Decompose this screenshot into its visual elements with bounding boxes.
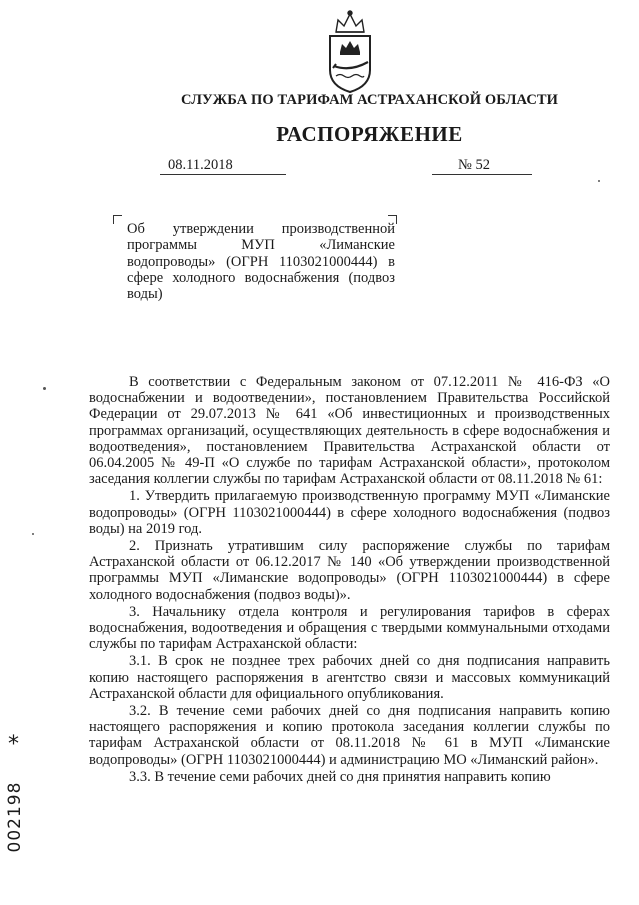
margin-registration-stamp <box>0 732 38 882</box>
document-subject: Об утверждении производственной программы МУП «Лиманские водопроводы» (ОГРН 1103021000444) в сфере холодного водоснабжения (подвоз воды) <box>127 221 395 303</box>
document-type-heading: РАСПОРЯЖЕНИЕ <box>276 122 463 146</box>
document-date: 08.11.2018 <box>168 157 233 173</box>
clause-3-3: 3.3. В течение семи рабочих дней со дня принятия направить копию <box>129 768 551 785</box>
coat-of-arms-emblem <box>300 10 400 95</box>
clause-3-1: 3.1. В срок не позднее трех рабочих дней со дня подписания направить копию настоящего распоряжения в агентство связи и массовых коммуникаций Астраханской области для официального опубликования. <box>89 653 610 702</box>
clause-3: 3. Начальнику отдела контроля и регулирования тарифов в сферах водоснабжения, водоотведения и обращения с твердыми коммунальными отходами службы по тарифам Астраханской области: <box>89 603 610 653</box>
clause-3-2: 3.2. В течение семи рабочих дней со дня подписания направить копию настоящего распоряжения и копию протокола заседания коллегии службы по тарифам Астраханской области от 08.11.2018 № 61 в МУП «Лиманские водопроводы» (ОГРН 1103021000444) и администрацию МО «Лиманский район». <box>89 703 610 768</box>
agency-title: СЛУЖБА ПО ТАРИФАМ АСТРАХАНСКОЙ ОБЛАСТИ <box>180 92 559 108</box>
date-underline <box>160 174 286 175</box>
clause-2: 2. Признать утратившим силу распоряжение службы по тарифам Астраханской области от 06.12.2017 № 140 «Об утверждении производственной программы МУП «Лиманские водопроводы» (ОГРН 1103021000444) в сфере холодного водоснабжения (подвоз воды)». <box>89 538 610 603</box>
scan-speck <box>598 180 600 182</box>
preamble-paragraph: В соответствии с Федеральным законом от 07.12.2011 № 416-ФЗ «О водоснабжении и водоотведении», постановлением Правительства Российской Федерации от 29.07.2013 № 641 «Об инвестиционных и производственных программах организаций, осуществляющих деятельность в сфере водоснабжения и водоотведения», постановлением Правительства Астраханской области от 06.04.2005 № 49-П «О службе по тарифам Астраханской области», протоколом заседания коллегии службы по тарифам Астраханской области от 08.11.2018 № 61: <box>89 374 610 488</box>
scan-speck <box>43 387 46 390</box>
registration-code: 002198 <box>5 781 25 853</box>
subject-bracket-left <box>113 215 122 224</box>
star-mark: * <box>8 732 19 757</box>
clause-1: 1. Утвердить прилагаемую производственную программу МУП «Лиманские водопроводы» (ОГРН 1103021000444) в сфере холодного водоснабжения (подвоз воды) на 2019 год. <box>89 488 610 537</box>
document-number: № 52 <box>458 157 490 173</box>
document-body <box>89 374 610 785</box>
scan-speck <box>32 533 34 535</box>
number-underline <box>432 174 532 175</box>
